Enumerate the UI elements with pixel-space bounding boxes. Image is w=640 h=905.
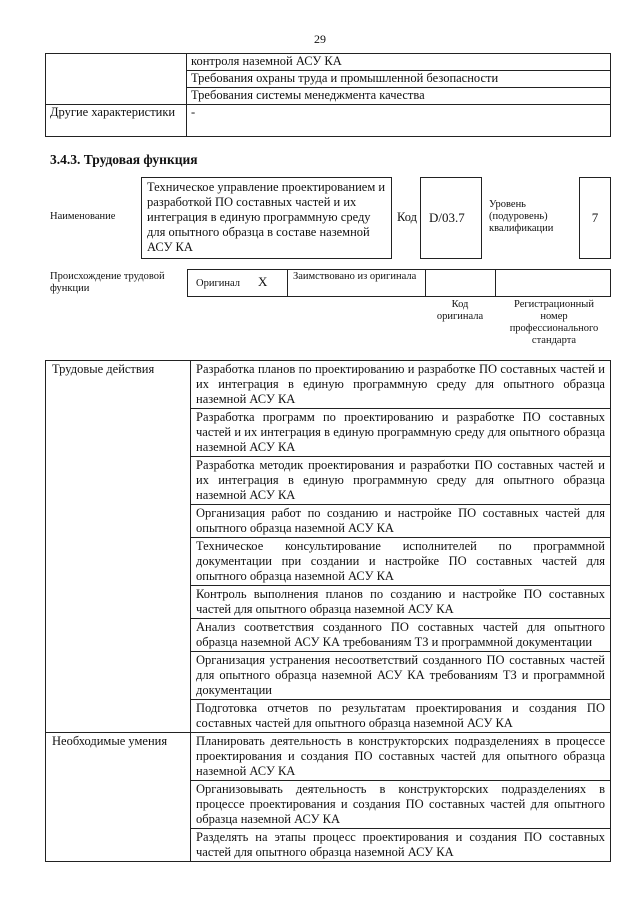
top-table-row: контроля наземной АСУ КА <box>187 54 611 71</box>
top-table <box>45 53 611 137</box>
borrowed-label: Заимствовано из оригинала <box>293 271 417 282</box>
action-item: Анализ соответствия созданного ПО составных частей для опытного образца наземной АСУ КА требованиям ТЗ и программной документации <box>191 619 611 652</box>
top-table-empty-cell <box>46 54 187 105</box>
skills-label: Необходимые умения <box>46 733 191 862</box>
action-item: Организация работ по созданию и настройке ПО составных частей для опытного образца наземной АСУ КА <box>191 505 611 538</box>
name-label: Наименование <box>50 211 116 222</box>
origin-divider <box>495 269 496 297</box>
origin-divider <box>425 269 426 297</box>
action-item: Подготовка отчетов по результатам проектирования и создания ПО составных частей для опытного образца наземной АСУ КА <box>191 700 611 733</box>
action-item: Разработка методик проектирования и разработки ПО составных частей и их интеграция в единую программную среду для опытного образца наземной АСУ КА <box>191 457 611 505</box>
origin-label: Происхождение трудовой функции <box>50 271 165 294</box>
action-item: Контроль выполнения планов по созданию и настройке ПО составных частей для опытного образца наземной АСУ КА <box>191 586 611 619</box>
action-item: Организация устранения несоответствий созданного ПО составных частей для опытного образца наземной АСУ КА требованиям ТЗ и программной документации <box>191 652 611 700</box>
section-heading: 3.4.3. Трудовая функция <box>50 152 198 167</box>
original-mark: X <box>258 274 268 289</box>
top-table-row: Требования системы менеджмента качества <box>187 88 611 105</box>
skill-item: Планировать деятельность в конструкторских подразделениях в процессе проектирования и создания ПО составных частей для опытного образца наземной АСУ КА <box>191 733 611 781</box>
actions-label: Трудовые действия <box>46 361 191 733</box>
page-number: 29 <box>314 32 326 46</box>
code-original-caption: Код оригинала <box>436 299 484 322</box>
skill-item: Организовывать деятельность в конструкторских подразделениях в процессе проектирования и создания ПО составных частей для опытного образца наземной АСУ КА <box>191 781 611 829</box>
other-characteristics-label: Другие характеристики <box>46 105 187 137</box>
function-name: Техническое управление проектированием и разработкой ПО составных частей и их интеграция в единую программную среду для опытного образца в составе наземной АСУ КА <box>141 177 392 259</box>
origin-divider <box>287 269 288 297</box>
level-label: Уровень (подуровень) квалификации <box>489 199 554 234</box>
action-item: Разработка программ по проектированию и разработке ПО составных частей и их интеграция в единую программную среду для опытного образца наземной АСУ КА <box>191 409 611 457</box>
original-label: Оригинал <box>196 278 240 289</box>
registration-number-caption: Регистрационный номер профессионального стандарта <box>509 299 599 346</box>
function-code: D/03.7 <box>420 177 482 259</box>
other-characteristics-value: - <box>187 105 611 137</box>
main-table <box>45 360 611 862</box>
action-item: Техническое консультирование исполнителей по программной документации при создании и настройке ПО составных частей для опытного образца наземной АСУ КА <box>191 538 611 586</box>
code-label: Код <box>397 210 417 224</box>
top-table-row: Требования охраны труда и промышленной безопасности <box>187 71 611 88</box>
action-item: Разработка планов по проектированию и разработке ПО составных частей и их интеграция в единую программную среду для опытного образца наземной АСУ КА <box>191 361 611 409</box>
skill-item: Разделять на этапы процесс проектирования и создания ПО составных частей для опытного образца наземной АСУ КА <box>191 829 611 862</box>
qualification-level: 7 <box>579 177 611 259</box>
